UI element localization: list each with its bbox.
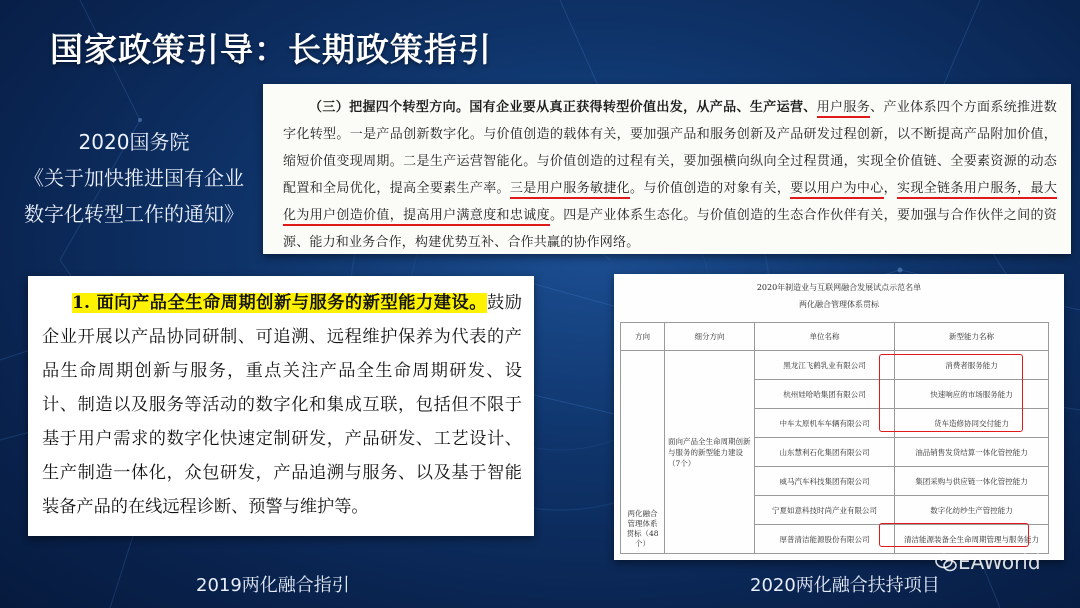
capability-cell: 货车造修协同交付能力 [895,409,1049,438]
capability-cell: 清洁能源装备全生命周期管理与服务能力 [895,525,1049,554]
underline-user-service: 用户服务 [817,100,870,118]
unit-cell: 威马汽车科技集团有限公司 [755,467,895,496]
demo-list-title: 2020年制造业与互联网融合发展试点示范名单 [756,283,922,292]
direction-cell: 两化融合管理体系贯标（48个） [621,351,665,554]
table-header-row [621,323,1049,351]
underline-user-centric: 要以用户为中心 [790,181,883,199]
unit-cell: 山东慧利石化集团有限公司 [755,438,895,467]
capability-cell: 集团采购与供应链一体化管控能力 [895,467,1049,496]
source-line-2: 《关于加快推进国有企业 [24,166,244,190]
capability-cell: 数字化纺纱生产管控能力 [895,496,1049,525]
col-header-capability: 新型能力名称 [895,323,1049,351]
demo-list-subtitle: 两化融合管理体系贯标 [799,300,879,309]
subdirection-cell: 面向产品全生命周期创新与服务的新型能力建设（7个） [665,351,755,554]
unit-cell: 厚普清洁能源股份有限公司 [755,525,895,554]
source-line-3: 数字化转型工作的通知》 [24,202,244,226]
policy-excerpt-text [263,84,1071,256]
underline-full-chain-service: 实现全链条用户服务，最大化为用户创造价值，提高用户满意度和忠诚度 [283,181,1057,226]
capability-cell: 消费者服务能力 [895,351,1049,380]
excerpt-part-1: （三）把握四个转型方向。国有企业要从真正获得转型价值出发，从产品、生产运营、 [309,100,817,115]
excerpt-part-3: 。与价值创造的对象有关， [630,181,791,196]
col-header-subdirection: 细分方向 [665,323,755,351]
guideline-heading: 1. 面向产品全生命周期创新与服务的新型能力建设。 [72,293,488,313]
unit-cell: 中车太原机车车辆有限公司 [755,409,895,438]
red-highlight-box-top [879,354,1023,432]
unit-cell: 宁夏如意科技时尚产业有限公司 [755,496,895,525]
col-header-unit: 单位名称 [755,323,895,351]
guideline-body: 鼓励企业开展以产品协同研制、可追溯、远程维护保养为代表的产品生命周期创新与服务，重点关注产品全生命周期研发、设计、制造以及服务等活动的数字化和集成互联，包括但不限于基于用户需求的数字化快速定制研发，产品研发、工艺设计、生产制造一体化，众包研发，产品追溯与服务、以及基于智能装备产品的在线远程诊断、预警与维护等。 [42,293,522,517]
policy-excerpt-panel [263,84,1071,254]
red-highlight-box-bottom [879,523,1029,547]
capability-cell: 快速响应的市场服务能力 [895,380,1049,409]
excerpt-part-5: 。四是产业体系生态化。与价值创造的生态合作伙伴有关，要加强与合作伙伴之间的资源、能力和业务合作，构建优势互补、合作共赢的协作网络。 [283,208,1057,250]
capability-cell: 油品销售发货结算一体化管控能力 [895,438,1049,467]
wechat-icon [935,553,957,573]
demo-list-panel [614,274,1064,560]
guideline-caption: 2019两化融合指引 [196,575,350,596]
slide-title: 国家政策引导：长期政策指引 [50,30,492,69]
excerpt-part-4: ， [883,181,897,196]
policy-source [14,124,254,232]
excerpt-part-2: 、产业体系四个方面系统推进数字化转型。一是产品创新数字化。与价值创造的载体有关，要加强产品和服务创新及产品研发过程创新，以不断提高产品附加价值，缩短价值变现周期。二是生产运营智能化。与价值创造的过程有关，要加强横向纵向全过程贯通，实现全价值链、全要素资源的动态配置和全局优化，提高全要素生产率。 [283,100,1057,196]
demo-list-caption: 2020两化融合扶持项目 [750,575,940,596]
guideline-text [28,276,534,524]
watermark: EAWorld [958,550,1041,574]
guideline-panel [28,276,534,536]
underline-agile-service: 三是用户服务敏捷化 [510,181,630,199]
col-header-direction: 方向 [621,323,665,351]
unit-cell: 黑龙江飞鹤乳业有限公司 [755,351,895,380]
unit-cell: 杭州娃哈哈集团有限公司 [755,380,895,409]
source-line-1: 2020国务院 [78,130,190,154]
